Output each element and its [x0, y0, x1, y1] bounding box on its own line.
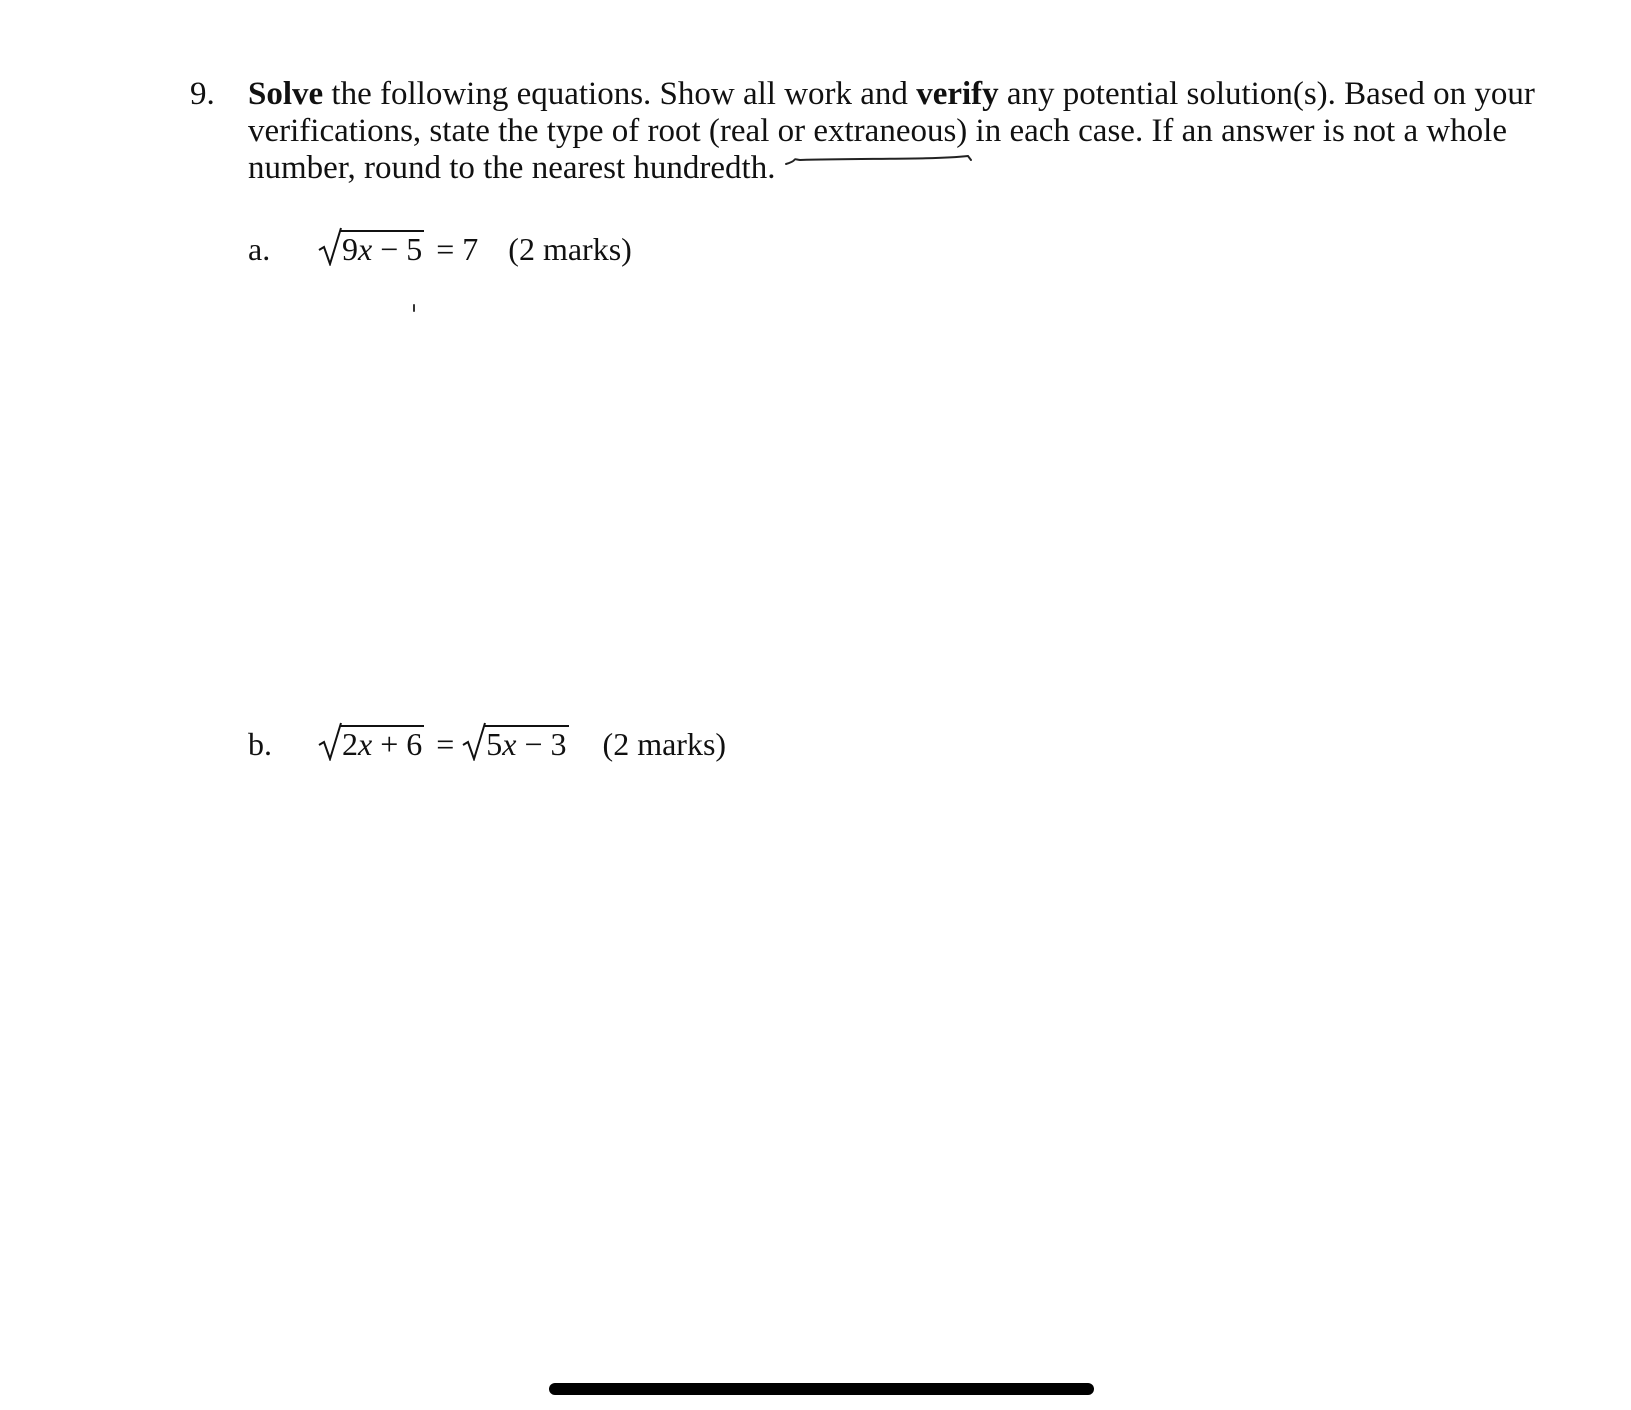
- part-a: [248, 230, 632, 267]
- radicand-b-left: [340, 725, 424, 761]
- equals-sign-a: =: [436, 231, 455, 267]
- home-indicator-bar[interactable]: [549, 1383, 1094, 1395]
- rhs-a: 7: [462, 231, 479, 267]
- square-root-a: [318, 230, 424, 267]
- instruction-text-2: any potential solution(s). Based on your verifications, state the type of root (real or extraneous) in each case. If an answer is not a whole number, round to the nearest hundredth.: [248, 76, 1535, 186]
- question-number: 9.: [190, 76, 215, 112]
- part-a-label: a.: [248, 231, 271, 267]
- radicand-b-right: [484, 725, 568, 761]
- square-root-b-right: [462, 725, 568, 762]
- coef-b-right: 5: [486, 726, 503, 762]
- marks-a: (2 marks): [508, 231, 632, 267]
- radical-sign-icon: [462, 721, 486, 761]
- radicand-a: [340, 230, 424, 266]
- radicand-a-rest: − 5: [380, 231, 423, 267]
- keyword-verify: verify: [916, 76, 999, 112]
- instruction-text-1: the following equations. Show all work and: [323, 76, 917, 112]
- radicand-b-right-rest: − 3: [524, 726, 567, 762]
- radicand-b-left-rest: + 6: [380, 726, 423, 762]
- keyword-solve: Solve: [248, 76, 324, 112]
- equals-sign-b: =: [436, 726, 455, 762]
- equation-b: [318, 725, 573, 762]
- coef-b-left: 2: [342, 726, 358, 762]
- var-b-left: x: [358, 726, 373, 762]
- var-b-right: x: [502, 726, 517, 762]
- question-instructions: [248, 76, 1538, 187]
- equation-a: [318, 230, 478, 267]
- marks-b: (2 marks): [602, 726, 727, 762]
- radical-sign-icon: [318, 226, 342, 266]
- part-b: [248, 725, 726, 762]
- coef-a: 9: [342, 231, 358, 267]
- var-a: x: [358, 231, 373, 267]
- square-root-b-left: [318, 725, 424, 762]
- radical-sign-icon: [318, 721, 342, 761]
- part-b-label: b.: [248, 726, 272, 762]
